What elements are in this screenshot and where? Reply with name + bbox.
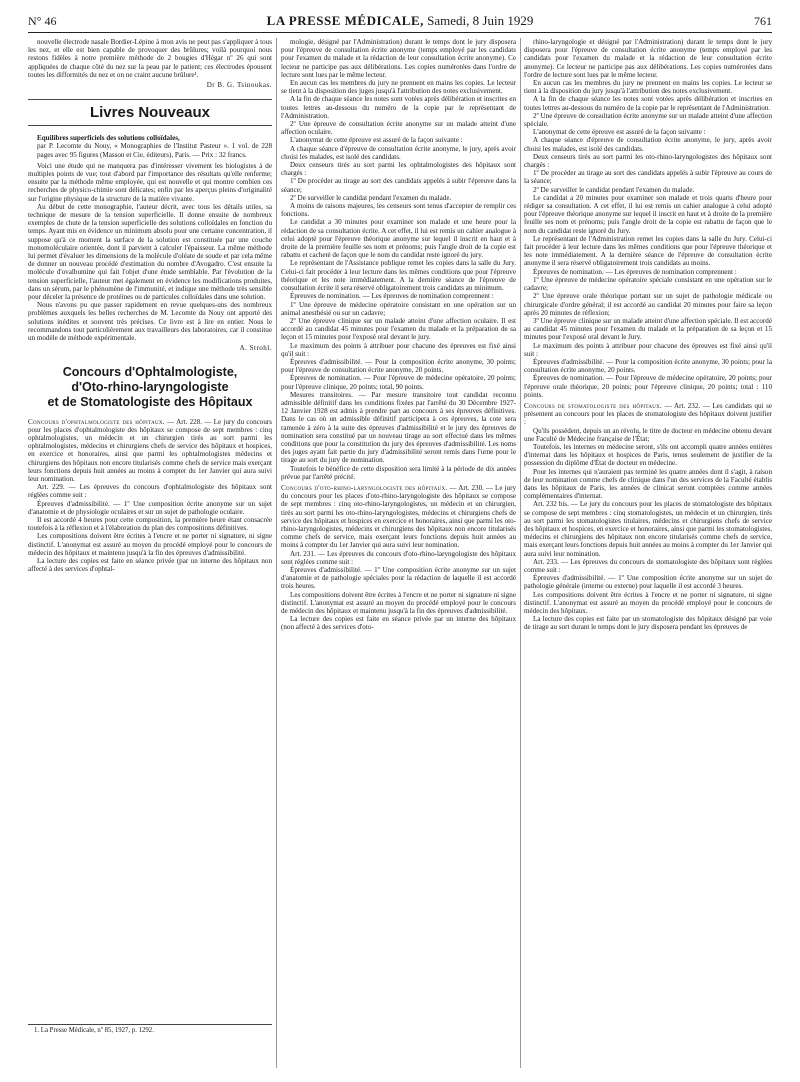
issue-number: N° 46 [28,14,57,28]
column-rule-2 [520,38,521,1068]
paragraph: Art. 232 bis. — Le jury du concours pour les places de stomatologiste des hôpitaux se compose de sept membres : cinq stomatologistes, un médecin et un chirurgien, tirés au sort parmi les stomatologistes titulaires, médecins et chirurgiens chefs de service des hôpitaux et hospices, en exercice et honoraires, ainsi que parmi les stomatologistes, médecins et chirurgiens des hôpitaux non encore titularisés comme chefs de service, mais exerçant leurs fonctions depuis huit années au moins à compter du 1er Janvier qui aura suivi leur nomination. [524,500,773,558]
oto-heading: Concours d'oto-rhino-laryngologiste des hôpitaux. [281,483,448,492]
column-rule-1 [276,38,277,1068]
paragraph: La lecture des copies est faite par un stomatologiste des hôpitaux désigné par voie de tirage au sort durant le temps dont le jury disposera pendant les épreuves de [524,615,772,632]
paragraph: La lecture des copies est faite en séance privée par un interne des hôpitaux (non affecté à des services d'oto- [281,615,516,632]
paragraph: Deux censeurs tirés au sort parmi les ophtalmologistes des hôpitaux sont chargés : [281,161,516,178]
paragraph: 2º Une épreuve de consultation écrite anonyme sur un malade atteint d'une affection spéciale. [524,111,772,129]
paragraph: L'anonymat de cette épreuve est assuré de la façon suivante : [533,128,706,137]
issue-date: Samedi, 8 Juin 1929 [427,13,534,28]
sto-text [524,427,772,632]
column-1 [28,38,272,573]
paragraph: Toutefois, les internes en médecine seront, s'ils ont accompli quatre années entières d'internat dans les hôpitaux et hospices de Paris, tenus seulement de justifier de la possession du diplôme d'État de docteur en médecine. [524,442,772,468]
paragraph: 2º De surveiller le candidat pendant l'examen du malade. [533,185,695,194]
paragraph: Le représentant de l'Assistance publique remet les copies dans la salle du Jury. Celui-ci fait procéder à leur lecture dans les mêmes conditions que pour l'épreuve théorique et les note immédiatement. A la dernière séance de l'épreuve de consultation écrite il sera réservé obligatoirement trois candidats au minimum. [281,259,516,293]
journal-title [28,13,772,29]
paragraph: 1º De procéder au tirage au sort des candidats appelés à subir l'épreuve dans la séance; [281,177,516,194]
paragraph: Pour les internes qui n'auraient pas terminé les quatre années dont il s'agit, à raison de leur nomination comme chefs de clinique dans l'un des services de la Faculté établis dans les hôpitaux de Paris, les années de clinicat seront comptées comme années complémentaires d'internat. [524,467,772,501]
paragraph: 1º Une épreuve de médecine opératoire spéciale consistant en une opération sur le cadavre; [524,275,772,293]
column-3 [524,38,772,632]
paragraph: Épreuves d'admissibilité. — Pour la composition écrite anonyme, 30 points; pour l'épreuve de consultation écrite anonyme, 20 points. [281,357,516,375]
paragraph: Les compositions doivent être écrites à l'encre et ne porter ni signature, ni signe distinctif. L'anonymat est assuré au moyen du procédé employé pour le concours de médecin des hôpitaux et maintenu jusqu'à la fin des épreuves d'admissibilité. [28,532,272,557]
paragraph: Nous n'avons pu que passer rapidement en revue quelques-uns des nombreux problèmes auxquels les belles recherches de M. Lecomte du Nouy ont apporté des solutions inédites et souvent très précises. Ce livre est à lire en entier. Nous le recommandons tout particulièrement aux travailleurs des laboratoires, car il constitue un modèle de méthode expérimentale. [28,301,272,343]
paragraph: 1º Une épreuve de médecine opératoire consistant en une opération sur un animal anesthésié ou sur un cadavre; [281,300,516,317]
paragraph: Épreuves d'admissibilité. — 1º Une composition écrite anonyme sur un sujet d'anatomie et de physiologie oculaires et sur un sujet de pathologie oculaire. [28,499,272,516]
paragraph: Épreuves de nomination. — Pour l'épreuve de médecine opératoire, 20 points; pour l'épreuve orale théorique, 20 points; pour l'épreuve clinique, 20 points; total : 110 points. [524,374,772,399]
paragraph: Au début de cette monographie, l'auteur décrit, avec tous les détails utiles, sa technique de mesure de la tension superficielle. Il donne ensuite de nombreux exemples de chute de la tension superficielle des solutions colloïdales en fonction du temps. Ayant mis en évidence un minimum absolu pour une certaine concentration, il suppose qu'à ce moment la surface de la solution est constituée par une couche monomoléculaire orientée, dont il parvient à calculer l'épaisseur. La même méthode lui permet d'évaluer les dimensions de la molécule d'oléate de soude et par cela même de donner un nouveau procédé d'estimation du nombre d'Avogadro. C'est ensuite la molécule d'ovalbumine qui fait l'objet d'une étude semblable. Par l'évolution de la tension superficielle, l'auteur met également en évidence les modifications produites, dans un sérum, par le phénomène de l'immunité, et indique une méthode très sensible pour déceler la présence de protéines ou de particules colloïdales dans une solution. [28,202,272,302]
paragraph: Deux censeurs tirés au sort parmi les oto-rhino-laryngologistes des hôpitaux sont chargés : [524,152,772,170]
sto-section [524,402,772,427]
paragraph: Épreuves de nomination. — Pour l'épreuve de médecine opératoire, 20 points; pour l'épreuve clinique, 20 points; total, 90 points. [281,374,516,391]
paragraph: Épreuves de nomination. — Les épreuves de nomination comprennent : [290,292,494,301]
book-review [28,162,272,342]
paragraph: La lecture des copies est faite en séance privée (par un interne des hôpitaux non affecté à des services d'ophtal- [28,556,272,574]
intro-signature: Dr B. G. Tsinoukas. [206,81,272,90]
paragraph: A chaque séance d'épreuve de consultation écrite anonyme, le jury, après avoir choisi les malades, est isolé des candidats. [281,144,516,161]
column-2 [281,38,516,632]
paragraph: Les compositions doivent être écrites à l'encre et ne porter ni signature ni signe distinctif. L'anonymat est assuré au moyen du procédé employé pour le concours de médecin des hôpitaux et maintenu jusqu'à la fin des épreuves d'admissibilité. [281,590,516,616]
paragraph: Le maximum des points à attribuer pour chacune des épreuves est fixé ainsi qu'il suit : [281,341,516,358]
paragraph: Toutefois le bénéfice de cette disposition sera limité à la période de dix années prévue par l'arrêté précité. [281,464,516,481]
paragraph: A la fin de chaque séance les notes sont votées après délibération et inscrites en toutes lettres au-dessous du numéro de la copie par le représentant de l'Administration. [524,95,772,112]
review-signature: A. Strohl. [239,344,272,353]
page-number: 761 [754,14,772,28]
sto-first-paragraph: — Art. 232. — Les candidats qui se présentent au concours pour les places de stomatologiste des hôpitaux doivent justifier : [524,401,773,427]
book-meta: par P. Lecomte du Nouy, « Monographies de l'Institut Pasteur ». 1 vol. de 228 pages avec 95 figures (Masson et Cie, éditeurs), Paris. — Prix : 32 francs. [37,142,272,159]
paragraph: A chaque séance d'épreuve de consultation écrite anonyme, le jury, après avoir choisi les malades, est isolé des candidats. [524,136,772,153]
paragraph: 1º De procéder au tirage au sort des candidats appelés à subir l'épreuve au cours de la séance; [524,169,772,186]
paragraph: 2º Une épreuve orale théorique portant sur un sujet de pathologie médicale ou chirurgicale d'ordre général; il est accordé au candidat 20 minutes pour faire sa leçon après 20 minutes de réflexion; [524,292,772,317]
paragraph: Le candidat a 30 minutes pour examiner son malade et une heure pour la rédaction de sa consultation écrite. A cet effet, il lui est remis un cahier analogue à celui adopté pour l'épreuve théorique anonyme sur lequel il inscrit en haut et à droite de la première feuille ses nom et prénoms; puis l'angle droit de la copie est rabattu et cacheté de façon que le nom du candidat reste ignoré du jury. [281,218,516,260]
paragraph: 2º Une épreuve de consultation écrite anonyme sur un malade atteint d'une affection oculaire. [281,120,516,137]
sto-heading: Concours de stomatologiste des hôpitaux. [524,401,663,410]
paragraph: nouvelle électrode nasale Bordier-Lépine à mon avis ne peut pas s'appliquer à tous les nez, et elle est bien capable de provoquer des brûlures; voilà pourquoi nous restons fidèles à notre première méthode de 2 bougies d'Hégar nº 26 qui sont appliquées de chaque côté du nez sur la peau par le patient; ces électrodes épousent toutes les difformités du nez et on ne craint aucune brûlure¹. [28,38,272,79]
book-title: Equilibres superficiels des solutions colloïdales, [37,134,180,143]
paragraph: A la fin de chaque séance les notes sont votées après délibération et inscrites en toutes lettres au-dessous du numéro de la copie par le représentant de l'Administration. [281,95,516,120]
paragraph: Épreuves d'admissibilité. — 1º Une composition écrite anonyme sur un sujet d'anatomie et de pathologie spéciales pour la rédaction de laquelle il est accordé trois heures. [281,566,516,591]
paragraph: 3º Une épreuve clinique sur un malade atteint d'une affection spéciale. Il est accordé au candidat 45 minutes pour l'examen du malade et la préparation de sa leçon et 15 minutes pour l'exposé oral devant le Jury. [524,316,772,342]
oto-section [281,484,516,550]
paragraph: Épreuves de nomination. — Les épreuves de nomination comprennent : [533,267,737,276]
paragraph: Il est accordé 4 heures pour cette composition, la première heure étant consacrée toutefois à la réflexion et à l'élaboration du plan des compositions définitives. [28,515,272,533]
oph-first-paragraph: — Art. 228. — Le jury du concours pour les places d'ophtalmologiste des hôpitaux se compose de sept membres : cinq ophtalmologistes, un médecin et un chirurgien tirés au sort parmi les ophtalmologistes, médecins et chirurgiens chefs de service des hôpitaux et hospices, en exercice et honoraires, ainsi que parmi les ophtalmologistes médecins et chirurgiens des hôpitaux non encore titularisés comme chefs de service mais exerçant leurs fonctions depuis huit années au moins à compter du 1er Janvier qui aura suivi leur nomination. [28,417,272,483]
paragraph: A moins de raisons majeures, les censeurs sont tenus d'accepter de remplir ces fonctions. [281,202,516,219]
oph-text [28,483,272,573]
concours-heading-line-3: et de Stomatologiste des Hôpitaux [47,394,253,409]
oph-section [28,418,272,484]
paragraph: rhino-laryngologie et désigné par l'Administration) durant le temps dont le jury disposera pour l'épreuve de consultation écrite anonyme (temps employé par les candidats pour l'examen du malade et la rédaction de leur consultation écrite anonyme). Ce lecteur ne participe pas aux délibérations. Les copies numérotées dans l'ordre de lecture sont lues par le même lecteur. [524,38,772,79]
page-header [28,10,772,33]
paragraph: En aucun cas les membres du jury ne prennent en mains les copies. Le lecteur se tient à la disposition du jury jusqu'à l'attribution des notes exclusivement. [524,79,772,96]
paragraph: En aucun cas les membres du jury ne prennent en mains les copies. Le lecteur se tient à la disposition des juges jusqu'à l'attribution des notes exclusivement. [281,79,516,96]
paragraph: Art. 231. — Les épreuves du concours d'oto-rhino-laryngologiste des hôpitaux sont réglées comme suit : [281,549,516,566]
paragraph: 2º Une épreuve clinique sur un malade atteint d'une affection oculaire. Il est accordé au candidat 45 minutes pour l'examen du malade et la préparation de sa leçon et 15 minutes pour l'exposé oral devant le jury. [281,316,516,342]
paragraph: Qu'ils possèdent, depuis un an révolu, le titre de docteur en médecine obtenu devant une Faculté de Médecine française de l'État; [524,426,772,443]
paragraph: Voici une étude qui ne manquera pas d'intéresser vivement les biologistes à de multiples points de vue; tout d'abord par l'importance des résultats qu'elle renferme; ensuite par la méthode même employée, qui est nouvelle et qui montre combien ces recherches de physico-chimie sont délicates; enfin par les aperçus pleins d'originalité sur l'origine physique de la structure de la matière vivante. [28,161,272,203]
journal-name: LA PRESSE MÉDICALE, [266,13,424,28]
oto-text [281,550,516,632]
paragraph: L'anonymat de cette épreuve est assuré de la façon suivante : [290,136,463,145]
intro-text [28,38,272,79]
paragraph: Épreuves d'admissibilité. — 1º Une composition écrite anonyme sur un sujet de pathologie générale (interne ou externe) pour laquelle il est accordé 3 heures. [524,574,772,591]
paragraph: mologie, désigné par l'Administration) durant le temps dont le jury disposera pour l'épreuve de consultation écrite anonyme (temps employé par les candidats pour l'examen du malade et la rédaction de leur consultation écrite anonyme). Ce lecteur ne participe pas aux délibérations. Les copies numérotées dans l'ordre de lecture sont lues par le même lecteur. [281,38,516,79]
paragraph: Les compositions doivent être écrites à l'encre et ne porter ni signature, ni signe distinctif. L'anonymat est assuré au moyen du procédé employé pour le concours de médecin des hôpitaux. [524,590,772,616]
concours-heading-line-2: d'Oto-rhino-laryngologiste [71,379,229,394]
column-2-text [281,38,516,481]
livres-nouveaux-heading: Livres Nouveaux [28,99,272,126]
paragraph: Art. 229. — Les épreuves du concours d'ophtalmologiste des hôpitaux sont réglées comme suit : [28,483,272,500]
concours-heading-line-1: Concours d'Ophtalmologiste, [62,364,238,379]
oph-heading: Concours d'ophtalmologiste des hôpitaux. [28,417,165,426]
paragraph: Art. 233. — Les épreuves du concours de stomatologiste des hôpitaux sont réglées comme suit : [524,557,772,574]
paragraph: Épreuves d'admissibilité. — Pour la composition écrite anonyme, 30 points; pour la consultation écrite anonyme, 20 points. [524,357,772,375]
paragraph: Le représentant de l'Administration remet les copies dans la salle du Jury. Celui-ci fait procéder à leur lecture dans les mêmes conditions que pour l'épreuve théorique et les note immédiatement. A la dernière séance de l'épreuve de consultation écrite anonyme il sera réservé obligatoirement trois candidats au moins. [524,234,772,268]
paragraph: Le candidat a 20 minutes pour examiner son malade et trois quarts d'heure pour rédiger sa consultation. A cet effet, il lui est remis un cahier analogue à celui adopté pour l'épreuve théorique anonyme sur lequel il inscrit en haut et à droite de la première feuille ses nom et prénoms; puis l'angle droit de la copie est rabattu de façon que le nom du candidat reste ignoré du Jury. [524,193,772,235]
column-3-text [524,38,772,399]
concours-heading [28,365,272,410]
oto-first-paragraph: — Art. 230. — Le jury du concours pour les places d'oto-rhino-laryngologiste des hôpitaux se compose de sept membres : cinq oto-rhino-laryngologistes, un médecin et un chirurgien, tirés au sort parmi les oto-rhino-laryngologistes, médecins et chirurgiens chefs de service des hôpitaux et hospices en exercice et honoraires, ainsi que parmi les oto-rhino-laryngologistes, médecins et chirurgiens des hôpitaux non encore titularisés comme chefs de service, mais exerçant leurs fonctions depuis huit années au moins à compter du 1er Janvier qui aura suivi leur nomination. [281,483,517,550]
paragraph: Mesures transitoires. — Par mesure transitoire tout candidat reconnu admissible définitif dans les conditions fixées par l'arrêté du 30 Décembre 1927-12 Janvier 1928 est admis à prendre part au concours à ses épreuves définitives. Dans le cas où un admissible définitif participera à ces épreuves, la cote sera ramenée à zéro à la suite des épreuves d'admissibilité et le jury des épreuves de nomination sera constitué par un nouveau tirage au sort effectué dans les mêmes conditions que pour la constitution du jury des épreuves d'admissibilité. Les noms des juges ayant fait partie du jury d'admissibilité seront remis dans l'urne pour le tirage au sort du jury de nomination. [281,390,516,465]
paragraph: 2º De surveiller le candidat pendant l'examen du malade. [290,193,452,202]
paragraph: Le maximum des points à attribuer pour chacune des épreuves est fixé ainsi qu'il suit : [524,341,772,358]
footnote: 1. La Presse Médicale, nº 85, 1927, p. 1292. [28,1024,272,1034]
